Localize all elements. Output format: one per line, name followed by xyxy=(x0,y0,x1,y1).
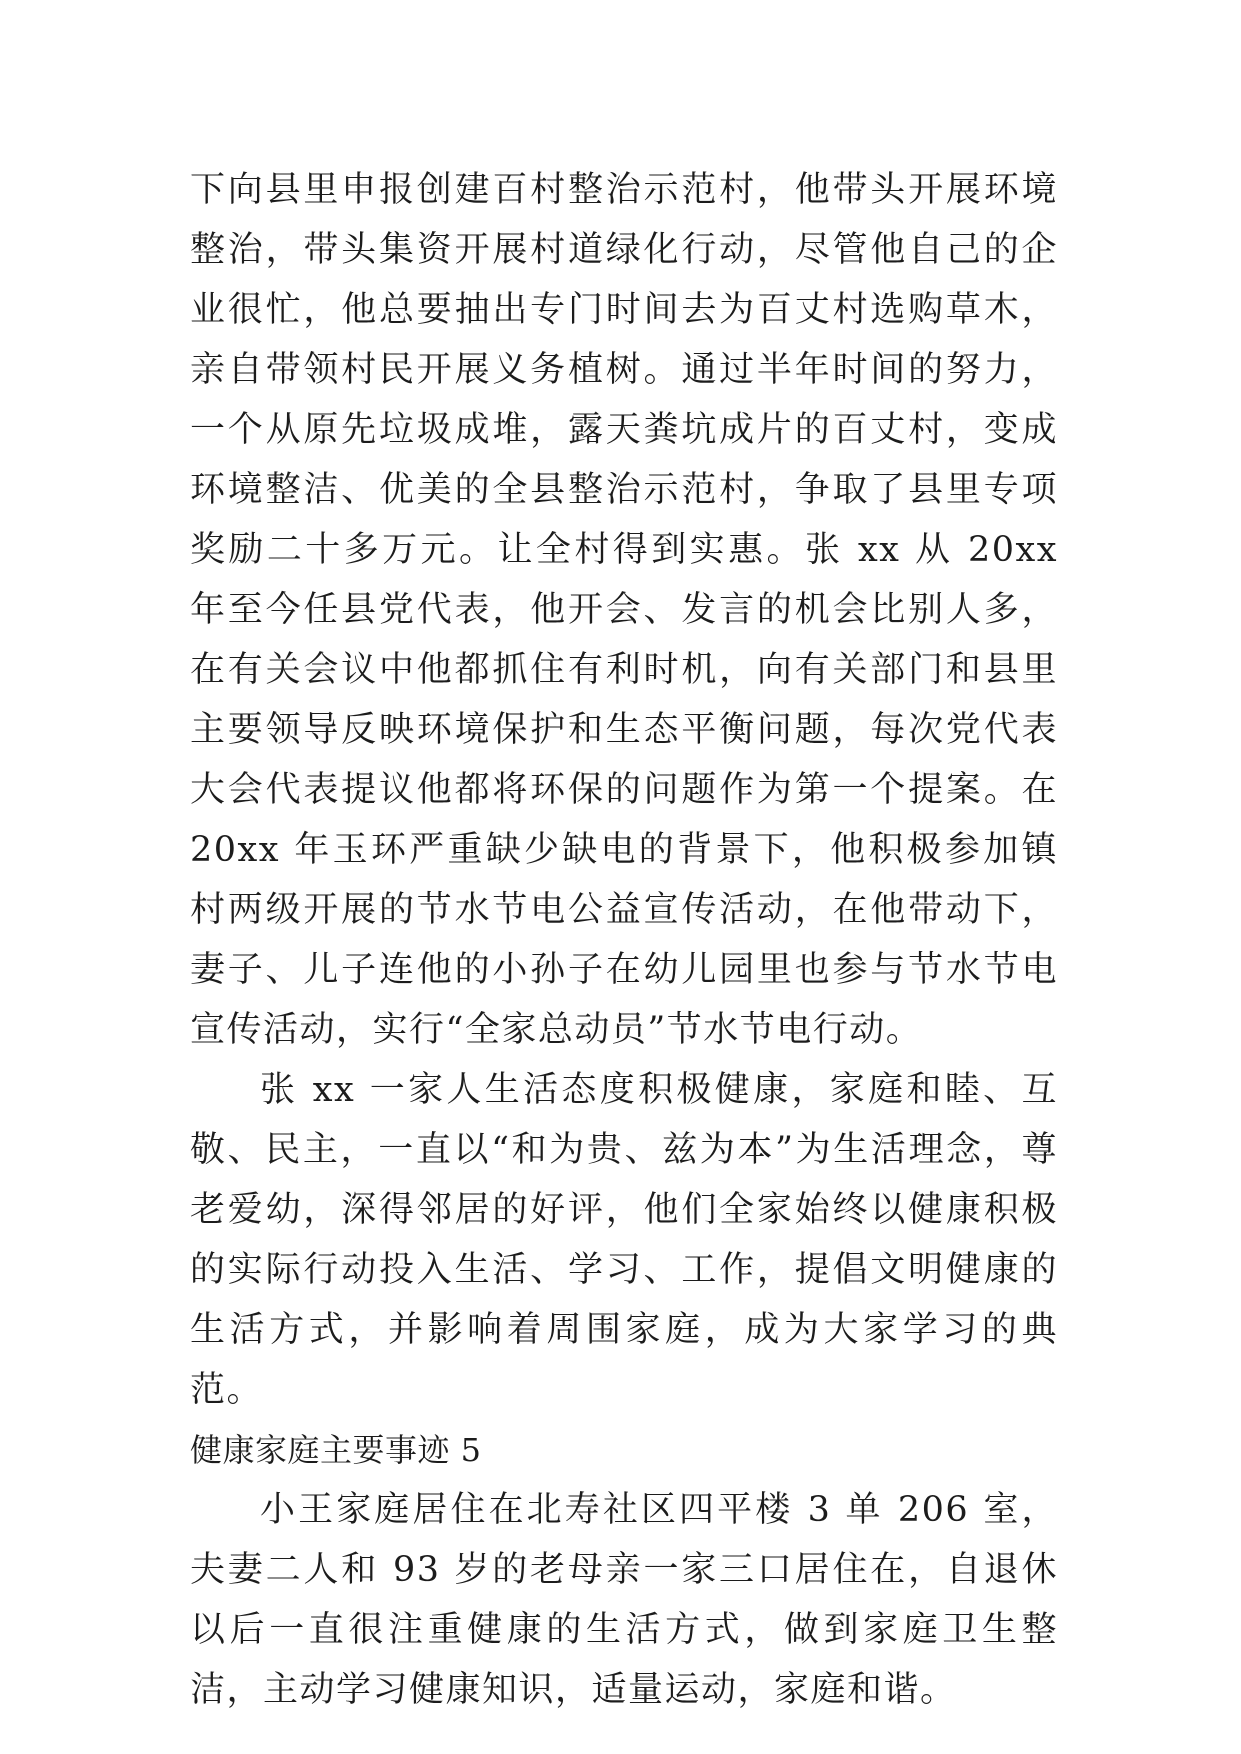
document-body xyxy=(190,160,1058,1720)
section-heading: 健康家庭主要事迹 5 xyxy=(190,1431,482,1469)
body-paragraph: 张 xx 一家人生活态度积极健康，家庭和睦、互敬、民主，一直以“和为贵、兹为本”为生活理念，尊老爱幼，深得邻居的好评，他们全家始终以健康积极的实际行动投入生活、学习、工作，提倡文明健康的生活方式，并影响着周围家庭，成为大家学习的典范。 xyxy=(190,1070,1058,1410)
body-paragraph: 下向县里申报创建百村整治示范村，他带头开展环境整治，带头集资开展村道绿化行动，尽管他自己的企业很忙，他总要抽出专门时间去为百丈村选购草木，亲自带领村民开展义务植树。通过半年时间的努力，一个从原先垃圾成堆，露天粪坑成片的百丈村，变成环境整洁、优美的全县整治示范村，争取了县里专项奖励二十多万元。让全村得到实惠。张 xx 从 20xx 年至今任县党代表，他开会、发言的机会比别人多，在有关会议中他都抓住有利时机，向有关部门和县里主要领导反映环境保护和生态平衡问题，每次党代表大会代表提议他都将环保的问题作为第一个提案。在 20xx 年玉环严重缺少缺电的背景下，他积极参加镇村两级开展的节水节电公益宣传活动，在他带动下，妻子、儿子连他的小孙子在幼儿园里也参与节水节电宣传活动，实行“全家总动员”节水节电行动。 xyxy=(190,170,1058,1050)
body-paragraph: 小王家庭居住在北寿社区四平楼 3 单 206 室，夫妻二人和 93 岁的老母亲一家三口居住在，自退休以后一直很注重健康的生活方式，做到家庭卫生整洁，主动学习健康知识，适量运动，家庭和谐。 xyxy=(190,1490,1058,1710)
